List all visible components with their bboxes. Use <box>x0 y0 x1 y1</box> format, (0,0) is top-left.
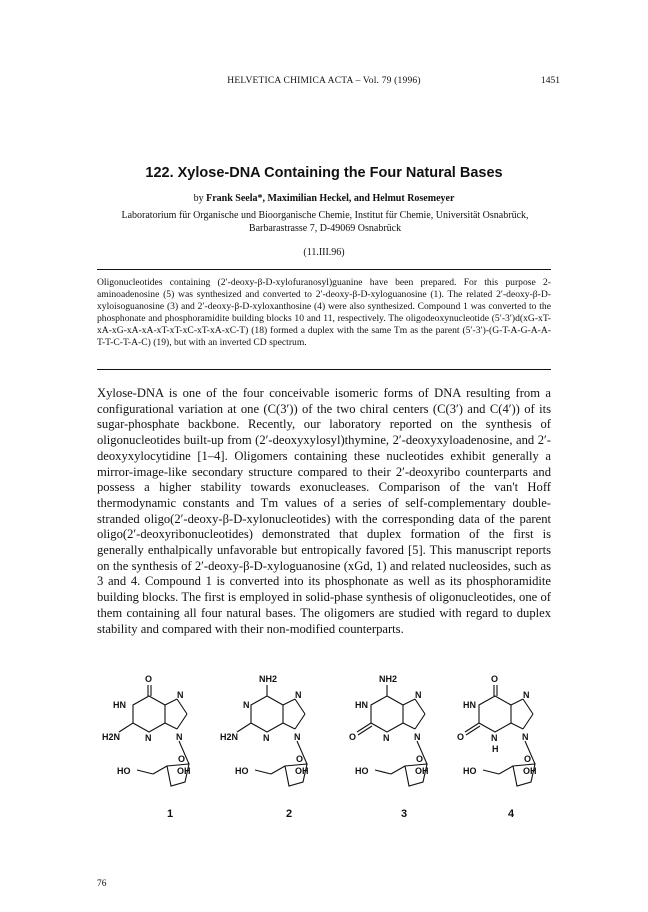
affiliation: Laboratorium für Organische und Bioorganische Chemie, Institut für Chemie, Universität Osnabrück, Barbarastrasse 7, D-49069 Osnabrück <box>121 210 529 234</box>
atom-O: O <box>296 754 304 764</box>
byline-prefix: by <box>193 193 204 204</box>
atom-O: O <box>524 754 532 764</box>
atom-N: N <box>177 690 184 700</box>
atom-N: N <box>491 733 498 743</box>
structure-1 <box>102 674 191 786</box>
atom-H: H <box>492 744 499 754</box>
atom-O: O <box>178 754 186 764</box>
atom-NH2: NH2 <box>259 674 278 684</box>
atom-N: N <box>176 732 183 742</box>
compound-label-3: 3 <box>400 808 408 820</box>
atom-HN: HN <box>463 700 476 710</box>
page-number: 1451 <box>541 76 560 86</box>
author-line <box>0 193 648 204</box>
atom-HO: HO <box>463 766 477 776</box>
compound-label-2: 2 <box>285 808 293 820</box>
atom-N: N <box>415 690 422 700</box>
atom-HN: HN <box>113 700 126 710</box>
atom-N: N <box>295 690 302 700</box>
compound-label-1: 1 <box>166 808 174 820</box>
atom-HN: HN <box>355 700 368 710</box>
compound-label-4: 4 <box>507 808 515 820</box>
article-title: 122. Xylose-DNA Containing the Four Natural Bases <box>145 165 503 181</box>
atom-OH: OH <box>177 766 191 776</box>
atom-O: O <box>416 754 424 764</box>
abstract-bottom-rule <box>97 369 551 370</box>
received-date: (11.III.96) <box>303 247 345 258</box>
atom-O: O <box>457 732 465 742</box>
atom-N: N <box>294 732 301 742</box>
body-paragraph: Xylose-DNA is one of the four conceivable isomeric forms of DNA resulting from a configurational variation at one (C(3′)) of the two chiral centers (C(3′) and C(4′)) of its sugar-phosphate backbone. Recently, our laboratory reported on the synthesis of oligonucleotides built-up from (2′-deoxyxylosyl)thymine, 2′-deoxyxyloadenosine, and 2′-deoxyxylocytidine [1–4]. Oligomers containing these nucleotides exhibit generally a mirror-image-like secondary structure compared to their 2′-deoxyribo counterparts and possess a higher stability towards exonucleases. Comparison of the van't Hoff thermodynamic constants and Tm values of a series of self-complementary double-stranded oligo(2′-deoxy-β-D-xylonucleotides) with the corresponding data of the parent oligo(2′-deoxyribonucleotides) demonstrated that duplex formation of the first is generally enthalpically unfavorable but entropically favored [5]. This manuscript reports on the synthesis of 2′-deoxy-β-D-xyloguanosine (xGd, 1) and related nucleosides, such as 3 and 4. Compound 1 is converted into its phosphonate as well as its phosphoramidite building blocks. The first is employed in solid-phase synthesis of oligonucleotides, one of them containing all four natural bases. The oligomers are studied with regard to duplex stability and compared with their non-modified counterparts. <box>97 386 551 636</box>
atom-H2N: H2N <box>220 732 239 742</box>
atom-OH: OH <box>523 766 537 776</box>
structure-4 <box>457 674 537 786</box>
atom-N: N <box>522 732 529 742</box>
atom-N: N <box>383 733 390 743</box>
atom-OH: OH <box>295 766 309 776</box>
atom-HO: HO <box>117 766 131 776</box>
nucleoside-structures-figure <box>97 674 557 804</box>
atom-N: N <box>523 690 530 700</box>
atom-H2N: H2N <box>102 732 121 742</box>
authors: Frank Seela*, Maximilian Heckel, and Helmut Rosemeyer <box>206 193 455 204</box>
atom-HO: HO <box>355 766 369 776</box>
atom-O: O <box>349 732 357 742</box>
journal-name: HELVETICA CHIMICA ACTA – Vol. 79 (1996) <box>227 76 421 86</box>
atom-N: N <box>263 733 270 743</box>
atom-N: N <box>414 732 421 742</box>
structure-3 <box>349 674 429 786</box>
running-header <box>0 76 648 90</box>
abstract: Oligonucleotides containing (2′-deoxy-β-D-xylofuranosyl)guanine have been prepared. For this purpose 2-aminoadenosine (5) was synthesized and converted to 2′-deoxy-β-D-xyloguanosine (1). The related 2′-deoxy-β-D-xyloisoguanosine (3) and 2′-deoxy-β-D-xyloxanthosine (4) were also synthesized. Compound 1 was converted to the phosphonate and phosphoramidite building blocks 10 and 11, respectively. The oligodeoxynucleotide (5′-3′)d(xG-xT-xA-xG-xA-xA-xT-xT-xC-xT-xA-xC-T) (18) formed a duplex with the same Tm as the parent (5′-3′)-(G-T-A-G-A-A-T-T-C-T-A-C) (19), but with an inverted CD spectrum. <box>97 277 551 349</box>
atom-OH: OH <box>415 766 429 776</box>
atom-N: N <box>243 700 250 710</box>
atom-N: N <box>145 733 152 743</box>
structure-2 <box>220 674 309 786</box>
atom-NH2: NH2 <box>379 674 398 684</box>
atom-O: O <box>491 674 499 684</box>
footer-page-number: 76 <box>97 879 107 889</box>
atom-O: O <box>145 674 153 684</box>
atom-HO: HO <box>235 766 249 776</box>
abstract-top-rule <box>97 269 551 270</box>
